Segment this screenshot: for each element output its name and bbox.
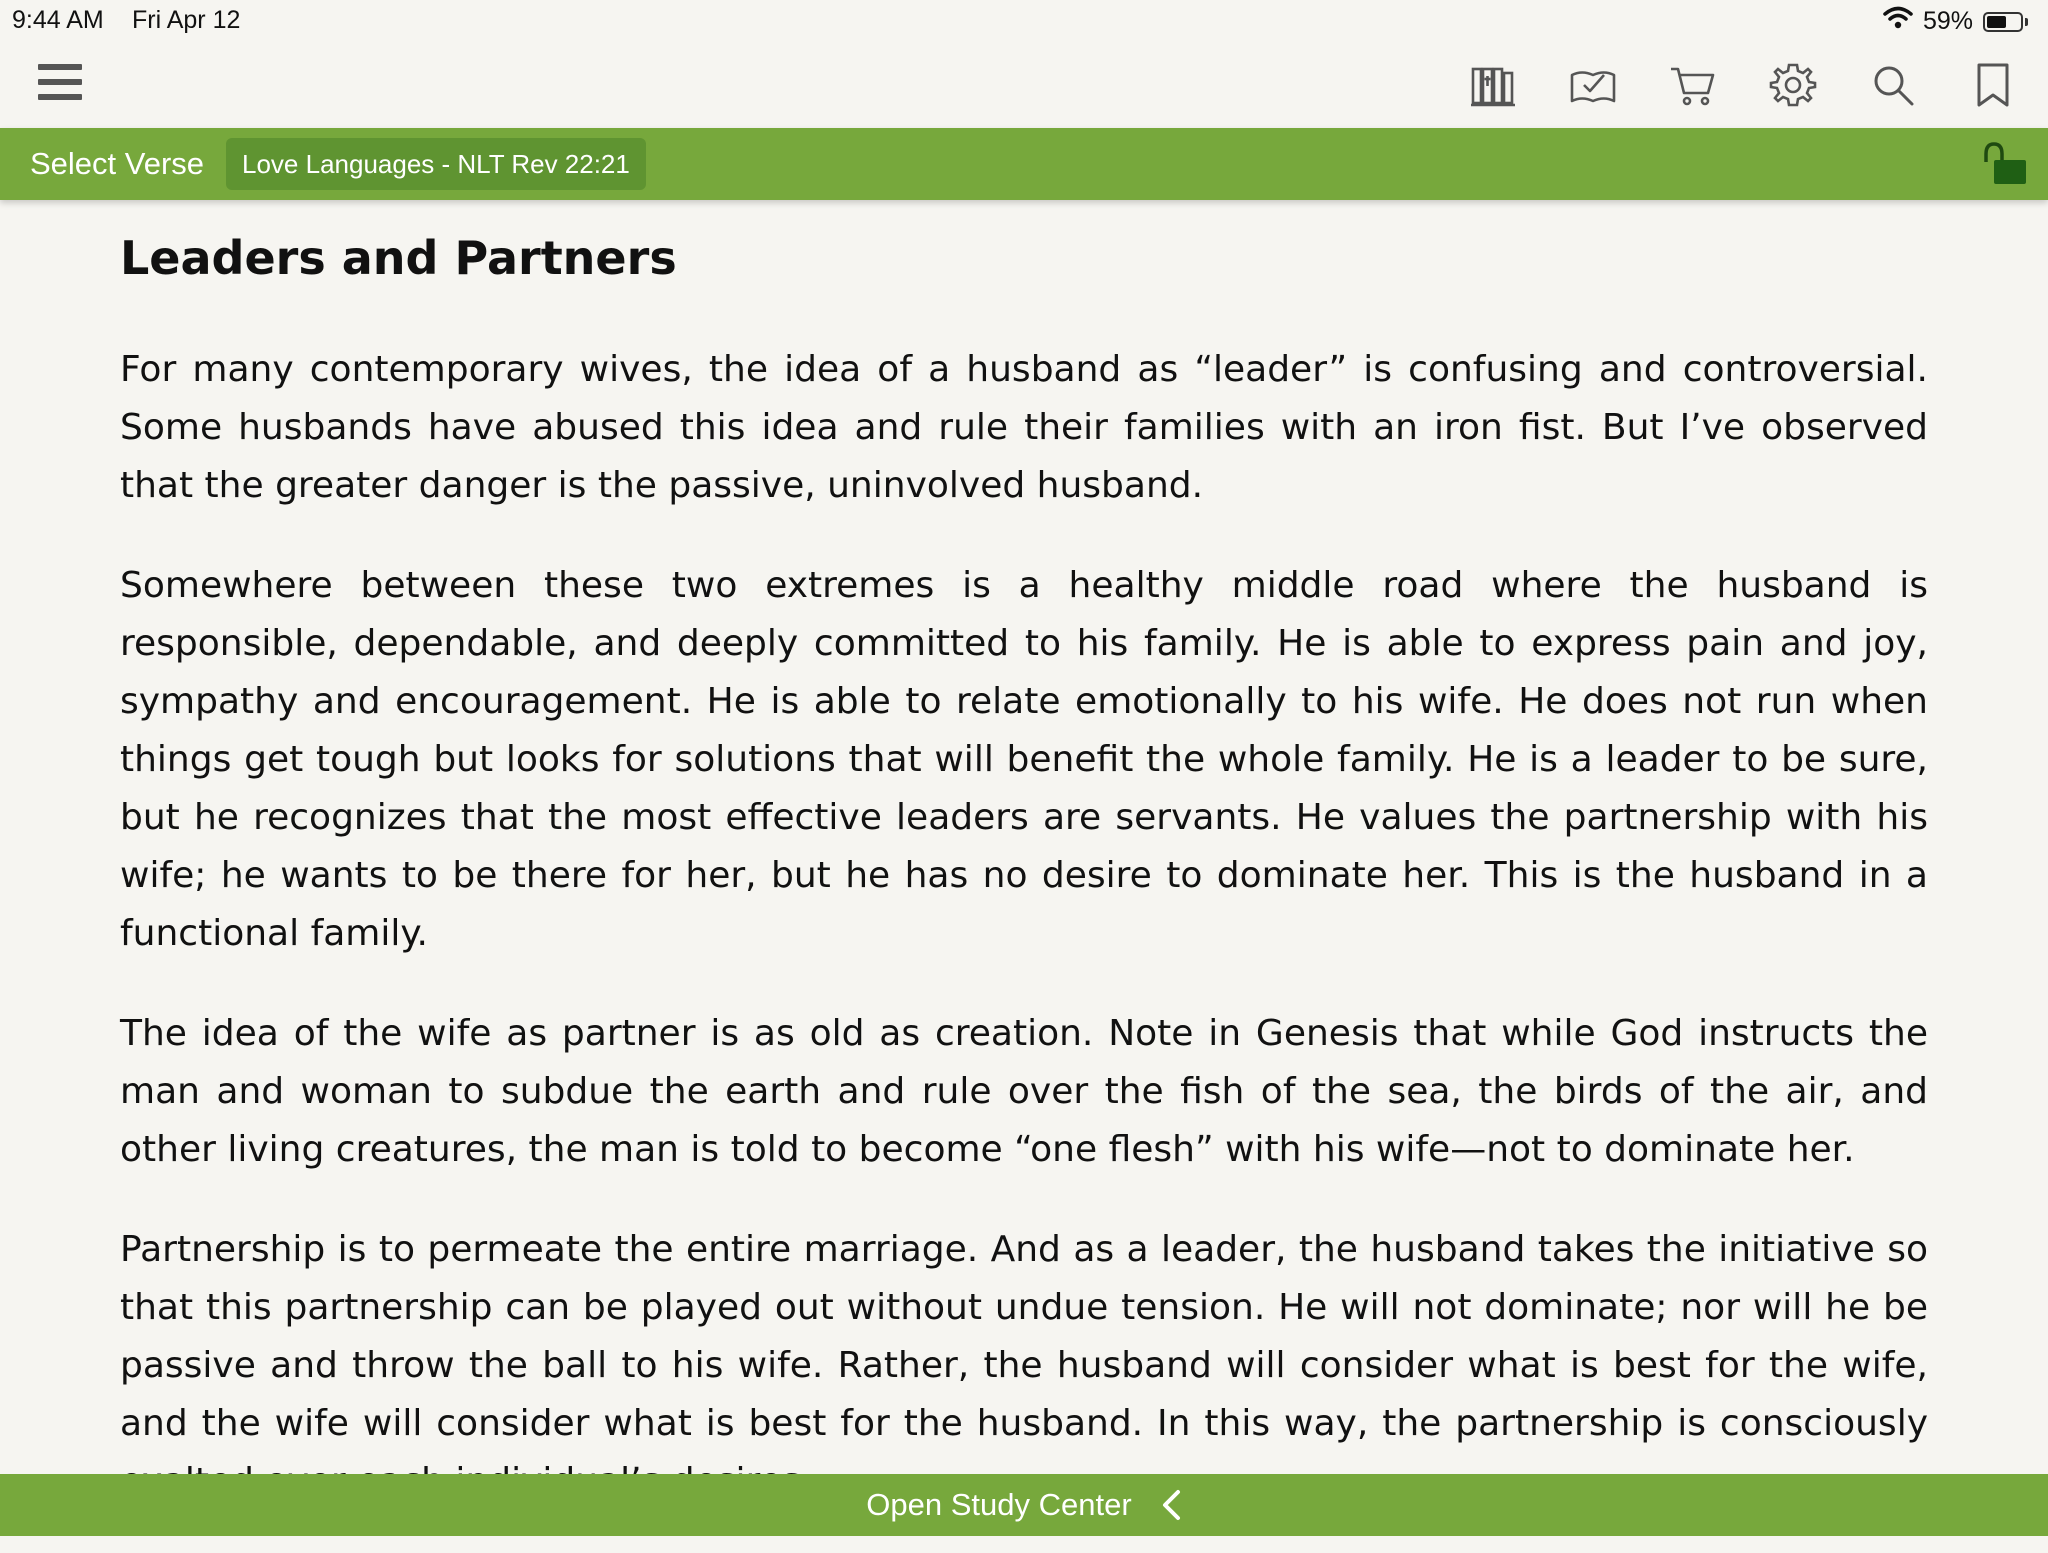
search-icon[interactable]: [1865, 60, 1920, 110]
gear-icon[interactable]: [1765, 60, 1820, 110]
battery-tip: [2025, 18, 2028, 26]
wifi-icon: [1883, 6, 1913, 37]
library-icon[interactable]: [1465, 60, 1520, 110]
bookmark-icon[interactable]: [1965, 60, 2020, 110]
article-paragraph: The idea of the wife as partner is as old as creation. Note in Genesis that while God instructs the man and woman to subdue the earth and rule over the fish of the sea, the birds of the air, and other living creatures, the man is told to become “one flesh” with his wife—not to dominate her.: [120, 1013, 1928, 1170]
open-study-center-button[interactable]: [866, 1487, 1181, 1523]
select-verse-button[interactable]: Select Verse: [30, 146, 205, 181]
battery-percent: 59%: [1922, 7, 1973, 35]
status-bar: [0, 0, 2048, 40]
toolbar-icons: [1465, 60, 2020, 110]
status-time: 9:44 AM: [12, 6, 104, 34]
page-title: Leaders and Partners: [120, 231, 677, 285]
hamburger-menu-icon[interactable]: [38, 64, 82, 104]
unlock-icon[interactable]: [1980, 140, 2028, 188]
article-paragraph: Somewhere between these two extremes is a healthy middle road where the husband is responsible, dependable, and deeply committed to his family. He is able to express pain and joy, sympathy and encouragement. He is able to relate emotionally to his wife. He does not run when things get tough but looks for solutions that will benefit the whole family. He is a leader to be sure, but he recognizes that the most effective leaders are servants. He values the partnership with his wife; he wants to be there for her, but he has no desire to dominate her. This is the husband in a functional family.: [120, 565, 1928, 954]
bottom-bar: [0, 1474, 2048, 1536]
article-paragraph: Partnership is to permeate the entire marriage. And as a leader, the husband takes the initiative so that this partnership can be played out without undue tension. He will not dominate; nor will he be passive and throw the ball to his wife. Rather, the husband will consider what is best for the wife, and the wife will consider what is best for the husband. In this way, the partnership is consciously: [120, 1229, 1928, 1444]
open-study-center-label: Open Study Center: [866, 1487, 1132, 1522]
status-right: [1883, 6, 2028, 37]
battery-icon: [1983, 12, 2023, 32]
article-content: [120, 210, 1928, 1553]
top-toolbar: [0, 40, 2048, 128]
cart-icon[interactable]: [1665, 60, 1720, 110]
verse-bar: [0, 128, 2048, 200]
current-resource-pill[interactable]: Love Languages - NLT Rev 22:21: [226, 138, 646, 190]
article-paragraph: For many contemporary wives, the idea of a husband as “leader” is confusing and controversial. Some husbands have abused this idea and rule their families with an iron fist. But I’ve observed that the greater danger is the passive, uninvolved husband.: [120, 349, 1928, 506]
chevron-left-icon: [1160, 1489, 1182, 1521]
status-date: Fri Apr 12: [132, 6, 241, 34]
reading-plan-icon[interactable]: [1565, 60, 1620, 110]
